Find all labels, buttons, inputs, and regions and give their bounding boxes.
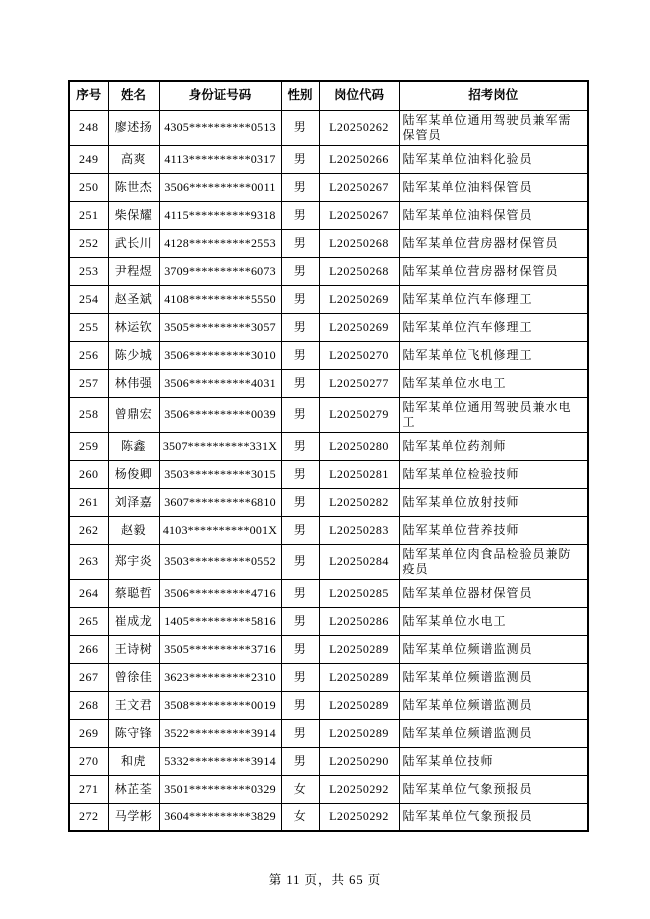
id-number-cell: 3508**********0019 (159, 691, 281, 719)
position-code-cell: L20250289 (319, 663, 399, 691)
position-cell: 陆军某单位营房器材保管员 (399, 229, 588, 257)
id-number-cell: 3522**********3914 (159, 719, 281, 747)
position-code-cell: L20250292 (319, 803, 399, 831)
position-code-cell: L20250286 (319, 607, 399, 635)
position-code-cell: L20250267 (319, 201, 399, 229)
table-row (69, 635, 588, 663)
seq-cell: 255 (69, 313, 108, 341)
position-code-cell: L20250269 (319, 313, 399, 341)
position-cell: 陆军某单位营养技师 (399, 516, 588, 544)
table-row (69, 110, 588, 145)
name-cell: 陈世杰 (108, 173, 159, 201)
table-row (69, 257, 588, 285)
table-row (69, 369, 588, 397)
name-cell: 陈少城 (108, 341, 159, 369)
id-number-cell: 3503**********0552 (159, 544, 281, 579)
position-cell: 陆军某单位气象预报员 (399, 775, 588, 803)
id-number-cell: 3709**********6073 (159, 257, 281, 285)
position-cell: 陆军某单位放射技师 (399, 488, 588, 516)
table-row (69, 719, 588, 747)
position-code-cell: L20250262 (319, 110, 399, 145)
name-cell: 林运钦 (108, 313, 159, 341)
name-cell: 陈鑫 (108, 432, 159, 460)
seq-cell: 267 (69, 663, 108, 691)
gender-cell: 男 (281, 691, 319, 719)
header-position-code: 岗位代码 (319, 81, 399, 110)
table-row (69, 691, 588, 719)
id-number-cell: 3623**********2310 (159, 663, 281, 691)
seq-cell: 258 (69, 397, 108, 432)
position-cell: 陆军某单位飞机修理工 (399, 341, 588, 369)
id-number-cell: 4108**********5550 (159, 285, 281, 313)
table-row (69, 579, 588, 607)
seq-cell: 263 (69, 544, 108, 579)
table-header-row (69, 81, 588, 110)
name-cell: 蔡聪哲 (108, 579, 159, 607)
seq-cell: 269 (69, 719, 108, 747)
gender-cell: 男 (281, 397, 319, 432)
position-cell: 陆军某单位频谱监测员 (399, 635, 588, 663)
position-cell: 陆军某单位营房器材保管员 (399, 257, 588, 285)
seq-cell: 259 (69, 432, 108, 460)
id-number-cell: 3506**********3010 (159, 341, 281, 369)
position-code-cell: L20250284 (319, 544, 399, 579)
position-code-cell: L20250282 (319, 488, 399, 516)
position-cell: 陆军某单位油料保管员 (399, 173, 588, 201)
id-number-cell: 3501**********0329 (159, 775, 281, 803)
table-row (69, 775, 588, 803)
position-cell: 陆军某单位器材保管员 (399, 579, 588, 607)
table-row (69, 313, 588, 341)
position-code-cell: L20250290 (319, 747, 399, 775)
seq-cell: 262 (69, 516, 108, 544)
header-gender: 性别 (281, 81, 319, 110)
name-cell: 王文君 (108, 691, 159, 719)
table-row (69, 341, 588, 369)
gender-cell: 男 (281, 201, 319, 229)
gender-cell: 男 (281, 257, 319, 285)
id-number-cell: 4128**********2553 (159, 229, 281, 257)
id-number-cell: 4113**********0317 (159, 145, 281, 173)
name-cell: 赵圣斌 (108, 285, 159, 313)
position-cell: 陆军某单位肉食品检验员兼防疫员 (399, 544, 588, 579)
table-row (69, 488, 588, 516)
position-cell: 陆军某单位油料化验员 (399, 145, 588, 173)
seq-cell: 254 (69, 285, 108, 313)
gender-cell: 男 (281, 544, 319, 579)
position-code-cell: L20250285 (319, 579, 399, 607)
seq-cell: 268 (69, 691, 108, 719)
position-cell: 陆军某单位油料保管员 (399, 201, 588, 229)
id-number-cell: 3506**********4031 (159, 369, 281, 397)
position-code-cell: L20250266 (319, 145, 399, 173)
position-cell: 陆军某单位通用驾驶员兼水电工 (399, 397, 588, 432)
id-number-cell: 3506**********4716 (159, 579, 281, 607)
seq-cell: 256 (69, 341, 108, 369)
name-cell: 林伟强 (108, 369, 159, 397)
position-code-cell: L20250289 (319, 691, 399, 719)
position-cell: 陆军某单位频谱监测员 (399, 663, 588, 691)
header-seq: 序号 (69, 81, 108, 110)
id-number-cell: 3506**********0011 (159, 173, 281, 201)
position-cell: 陆军某单位通用驾驶员兼军需保管员 (399, 110, 588, 145)
name-cell: 林芷荃 (108, 775, 159, 803)
table-row (69, 145, 588, 173)
position-code-cell: L20250289 (319, 635, 399, 663)
table-row (69, 803, 588, 831)
name-cell: 赵毅 (108, 516, 159, 544)
gender-cell: 男 (281, 719, 319, 747)
name-cell: 郑宇炎 (108, 544, 159, 579)
seq-cell: 252 (69, 229, 108, 257)
header-position: 招考岗位 (399, 81, 588, 110)
header-name: 姓名 (108, 81, 159, 110)
name-cell: 曾鼎宏 (108, 397, 159, 432)
id-number-cell: 4115**********9318 (159, 201, 281, 229)
gender-cell: 男 (281, 607, 319, 635)
table-row (69, 397, 588, 432)
name-cell: 和虎 (108, 747, 159, 775)
gender-cell: 女 (281, 803, 319, 831)
gender-cell: 男 (281, 110, 319, 145)
position-cell: 陆军某单位技师 (399, 747, 588, 775)
seq-cell: 251 (69, 201, 108, 229)
candidate-roster-table (68, 80, 589, 832)
name-cell: 尹程煜 (108, 257, 159, 285)
position-cell: 陆军某单位频谱监测员 (399, 719, 588, 747)
position-cell: 陆军某单位汽车修理工 (399, 285, 588, 313)
name-cell: 王诗树 (108, 635, 159, 663)
seq-cell: 266 (69, 635, 108, 663)
gender-cell: 男 (281, 460, 319, 488)
gender-cell: 男 (281, 488, 319, 516)
seq-cell: 249 (69, 145, 108, 173)
id-number-cell: 3505**********3716 (159, 635, 281, 663)
table-row (69, 747, 588, 775)
header-id-number: 身份证号码 (159, 81, 281, 110)
position-code-cell: L20250277 (319, 369, 399, 397)
seq-cell: 257 (69, 369, 108, 397)
id-number-cell: 4305**********0513 (159, 110, 281, 145)
name-cell: 刘泽嘉 (108, 488, 159, 516)
position-cell: 陆军某单位药剂师 (399, 432, 588, 460)
position-code-cell: L20250268 (319, 229, 399, 257)
seq-cell: 270 (69, 747, 108, 775)
id-number-cell: 3604**********3829 (159, 803, 281, 831)
name-cell: 马学彬 (108, 803, 159, 831)
position-cell: 陆军某单位检验技师 (399, 460, 588, 488)
seq-cell: 250 (69, 173, 108, 201)
seq-cell: 248 (69, 110, 108, 145)
gender-cell: 男 (281, 432, 319, 460)
gender-cell: 男 (281, 285, 319, 313)
name-cell: 陈守锋 (108, 719, 159, 747)
table-body (69, 110, 588, 831)
name-cell: 柴保耀 (108, 201, 159, 229)
gender-cell: 男 (281, 635, 319, 663)
position-cell: 陆军某单位汽车修理工 (399, 313, 588, 341)
id-number-cell: 3607**********6810 (159, 488, 281, 516)
table-row (69, 432, 588, 460)
name-cell: 崔成龙 (108, 607, 159, 635)
position-code-cell: L20250281 (319, 460, 399, 488)
name-cell: 杨俊卿 (108, 460, 159, 488)
seq-cell: 265 (69, 607, 108, 635)
id-number-cell: 5332**********3914 (159, 747, 281, 775)
gender-cell: 男 (281, 341, 319, 369)
gender-cell: 男 (281, 369, 319, 397)
gender-cell: 男 (281, 313, 319, 341)
position-code-cell: L20250289 (319, 719, 399, 747)
gender-cell: 男 (281, 229, 319, 257)
gender-cell: 男 (281, 145, 319, 173)
table-row (69, 285, 588, 313)
position-code-cell: L20250283 (319, 516, 399, 544)
position-code-cell: L20250270 (319, 341, 399, 369)
table-row (69, 460, 588, 488)
seq-cell: 272 (69, 803, 108, 831)
position-code-cell: L20250292 (319, 775, 399, 803)
gender-cell: 男 (281, 579, 319, 607)
position-code-cell: L20250267 (319, 173, 399, 201)
gender-cell: 男 (281, 173, 319, 201)
position-code-cell: L20250279 (319, 397, 399, 432)
table-row (69, 201, 588, 229)
table-row (69, 173, 588, 201)
position-cell: 陆军某单位频谱监测员 (399, 691, 588, 719)
position-code-cell: L20250280 (319, 432, 399, 460)
position-cell: 陆军某单位气象预报员 (399, 803, 588, 831)
table-row (69, 663, 588, 691)
seq-cell: 253 (69, 257, 108, 285)
id-number-cell: 3505**********3057 (159, 313, 281, 341)
gender-cell: 男 (281, 663, 319, 691)
seq-cell: 260 (69, 460, 108, 488)
table-row (69, 607, 588, 635)
gender-cell: 男 (281, 747, 319, 775)
seq-cell: 271 (69, 775, 108, 803)
name-cell: 廖述扬 (108, 110, 159, 145)
position-code-cell: L20250269 (319, 285, 399, 313)
table-row (69, 516, 588, 544)
position-cell: 陆军某单位水电工 (399, 607, 588, 635)
page-number-indicator: 第 11 页，共 65 页 (268, 873, 382, 887)
id-number-cell: 1405**********5816 (159, 607, 281, 635)
gender-cell: 男 (281, 516, 319, 544)
id-number-cell: 3507**********331X (159, 432, 281, 460)
id-number-cell: 3503**********3015 (159, 460, 281, 488)
name-cell: 武长川 (108, 229, 159, 257)
gender-cell: 女 (281, 775, 319, 803)
table-row (69, 544, 588, 579)
name-cell: 曾徐佳 (108, 663, 159, 691)
seq-cell: 261 (69, 488, 108, 516)
position-cell: 陆军某单位水电工 (399, 369, 588, 397)
name-cell: 高爽 (108, 145, 159, 173)
seq-cell: 264 (69, 579, 108, 607)
position-code-cell: L20250268 (319, 257, 399, 285)
id-number-cell: 3506**********0039 (159, 397, 281, 432)
table-row (69, 229, 588, 257)
id-number-cell: 4103**********001X (159, 516, 281, 544)
